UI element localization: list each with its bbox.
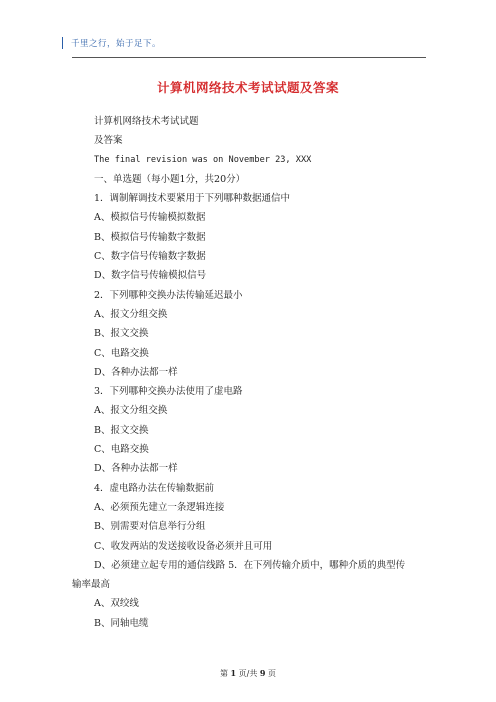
- answer-option: B、报文交换: [94, 424, 149, 436]
- footer-prefix: 第: [219, 669, 228, 678]
- answer-option: A、必须预先建立一条逻辑连接: [94, 501, 225, 513]
- intro-line: 及答案: [94, 135, 123, 147]
- revision-note: The final revision was on November 23, XXX: [94, 154, 312, 165]
- document-body: [72, 112, 412, 633]
- question-stem: 2．下列哪种交换办法传输延迟最小: [94, 289, 243, 301]
- question-stem: 4．虚电路办法在传输数据前: [94, 482, 215, 494]
- question-stem: 1．调制解调技术要紧用于下列哪种数据通信中: [94, 193, 291, 205]
- page-footer: [0, 668, 496, 679]
- footer-middle: 页/共: [238, 669, 258, 678]
- answer-option: C、收发两站的发送接收设备必须并且可用: [94, 540, 273, 552]
- header-motto: [62, 36, 161, 50]
- answer-option: B、报文交换: [94, 328, 149, 340]
- answer-option: A、双绞线: [94, 598, 139, 610]
- document-title: 计算机网络技术考试试题及答案: [156, 80, 339, 95]
- answer-option: C、电路交换: [94, 444, 149, 456]
- answer-option: D、数字信号传输模拟信号: [94, 270, 207, 282]
- footer-total-pages: 9: [259, 668, 266, 678]
- answer-option: A、模拟信号传输模拟数据: [94, 212, 206, 224]
- merged-option-question-continuation: 输率最高: [72, 579, 111, 591]
- answer-option: D、各种办法都一样: [94, 366, 178, 378]
- intro-line: 计算机网络技术考试试题: [94, 116, 199, 127]
- answer-option: A、报文分组交换: [94, 308, 168, 320]
- answer-option: B、同轴电缆: [94, 617, 149, 629]
- question-stem: 3．下列哪种交换办法使用了虚电路: [94, 386, 243, 398]
- answer-option: C、数字信号传输数字数据: [94, 251, 206, 263]
- section-heading: 一、单选题（每小题1分，共20分）: [94, 173, 246, 185]
- answer-option: A、报文分组交换: [94, 405, 168, 417]
- answer-option: C、电路交换: [94, 347, 149, 359]
- header-motto-text: 千里之行，始于足下。: [71, 39, 162, 49]
- header-divider: [72, 57, 426, 58]
- answer-option: B、别需要对信息举行分组: [94, 521, 206, 533]
- merged-option-question: D、必须建立起专用的通信线路 5．在下列传输介质中，哪种介质的典型传: [94, 559, 406, 571]
- footer-suffix: 页: [268, 669, 277, 678]
- answer-option: B、模拟信号传输数字数据: [94, 231, 206, 243]
- footer-page-number: 1: [230, 668, 237, 678]
- answer-option: D、各种办法都一样: [94, 463, 178, 475]
- header-accent-bar: [62, 37, 63, 49]
